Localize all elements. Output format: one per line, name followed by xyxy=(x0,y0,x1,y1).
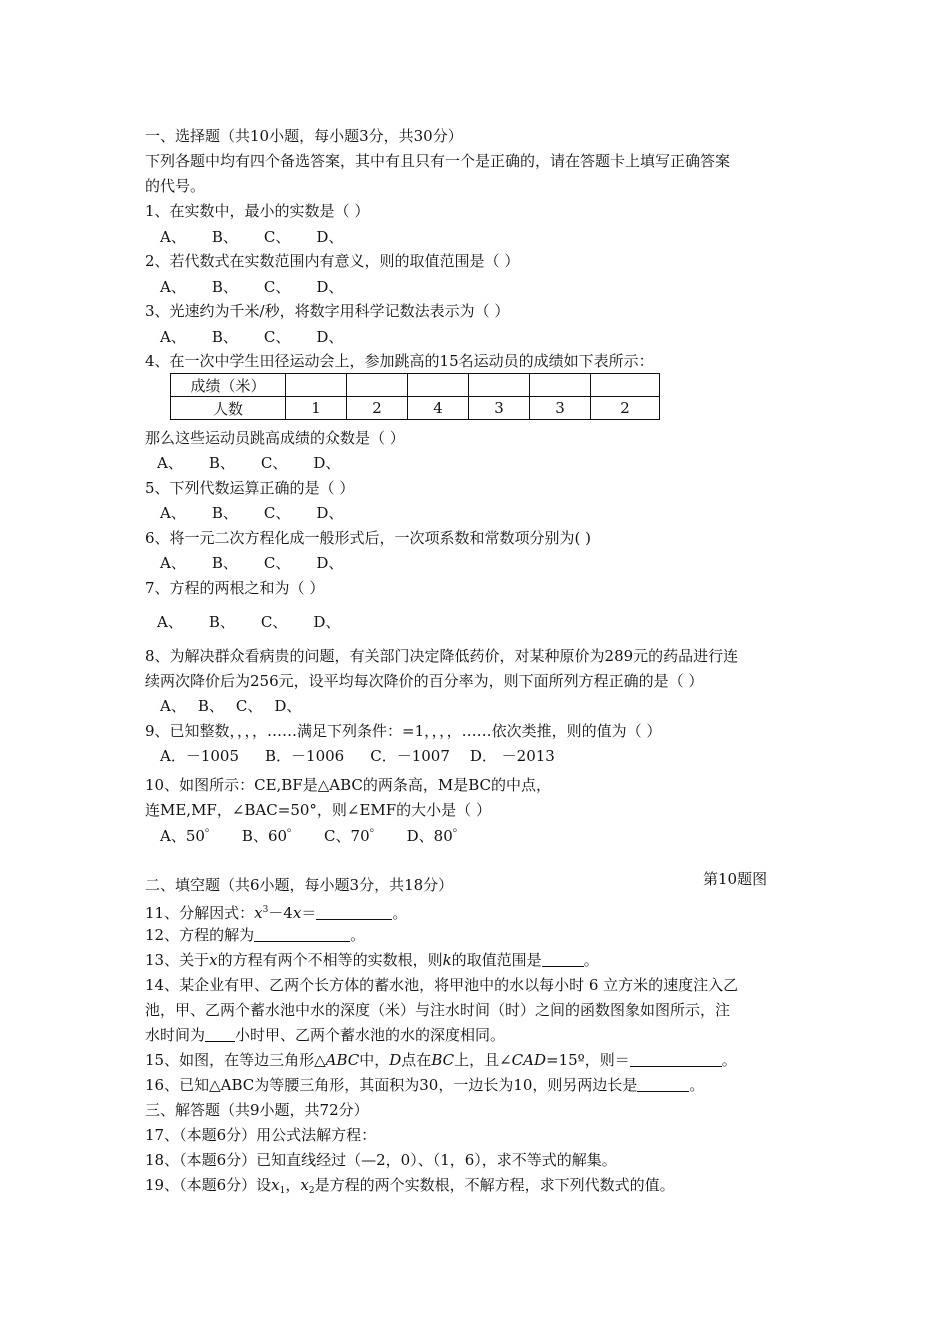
option-c: C、 xyxy=(263,328,291,346)
table-cell: 3 xyxy=(469,397,530,420)
option-c: C．－1007 xyxy=(370,747,450,765)
option-a: A、 xyxy=(160,697,186,715)
option-d: D、 xyxy=(313,454,341,472)
question-10-options xyxy=(160,826,494,846)
option-d: D、 xyxy=(316,278,344,296)
section-1-title: 一、选择题（共10小题，每小题3分，共30分） xyxy=(145,127,463,145)
table-cell: 成绩（米） xyxy=(171,374,286,397)
question-3-options xyxy=(160,327,369,347)
math-exponent: 3 xyxy=(262,905,269,915)
option-b: B、 xyxy=(211,554,238,572)
math-var: D xyxy=(389,1051,402,1069)
math-var: CAD xyxy=(511,1051,547,1069)
option-d: D、 xyxy=(316,328,344,346)
option-b: B、 xyxy=(208,454,235,472)
question-15-end: 。 xyxy=(721,1051,737,1069)
table-cell xyxy=(530,374,591,397)
question-13-end: 。 xyxy=(583,951,599,969)
option-a: A、 xyxy=(160,278,186,296)
option-a: A、 xyxy=(157,613,183,631)
option-c: C、 xyxy=(263,504,291,522)
question-14-line1: 14、某企业有甲、乙两个长方体的蓄水池，将甲池中的水以每小时 6 立方米的速度注入乙 xyxy=(145,976,739,994)
answer-blank xyxy=(637,1075,689,1092)
question-11-prefix: 11、分解因式： xyxy=(145,904,255,922)
table-cell: 4 xyxy=(408,397,469,420)
question-14-line2: 池，甲、乙两个蓄水池中水的深度（米）与注水时间（时）之间的函数图象如图所示，注 xyxy=(145,1001,731,1019)
option-b: B、60゜ xyxy=(241,827,303,845)
question-16-end: 。 xyxy=(689,1076,705,1094)
question-16 xyxy=(145,1075,704,1095)
option-d: D、 xyxy=(316,554,344,572)
math-var: ABC xyxy=(325,1051,360,1069)
answer-blank xyxy=(205,1025,235,1042)
question-6-options xyxy=(160,553,369,573)
answer-blank xyxy=(542,950,584,967)
option-d: D、 xyxy=(274,697,302,715)
question-1: 1、在实数中，最小的实数是（ ） xyxy=(145,202,370,220)
math-var: x xyxy=(292,904,302,922)
question-9: 9、已知整数，，，，……满足下列条件：=1，，，，……依次类推，则的值为（ ） xyxy=(145,722,662,740)
section-3-title: 三、解答题（共9小题，共72分） xyxy=(145,1101,369,1119)
table-cell xyxy=(286,374,347,397)
math-subscript: 1 xyxy=(279,1186,286,1196)
option-c: C、 xyxy=(263,278,291,296)
answer-blank xyxy=(316,903,392,920)
math-var: x xyxy=(254,904,263,922)
math-var: x xyxy=(209,951,218,969)
math-var: k xyxy=(442,951,452,969)
question-11 xyxy=(145,900,407,923)
question-13-prefix: 13、关于 xyxy=(145,951,210,969)
question-12 xyxy=(145,925,365,945)
question-12-prefix: 12、方程的解为 xyxy=(145,926,255,944)
question-15-text: 点在 xyxy=(401,1051,432,1069)
section-2-title: 二、填空题（共6小题，每小题3分，共18分） xyxy=(145,876,454,894)
option-a: A．－1005 xyxy=(160,747,240,765)
option-d: D． －2013 xyxy=(469,747,555,765)
table-row xyxy=(171,374,660,397)
question-14-end: 小时甲、乙两个蓄水池的水的深度相同。 xyxy=(235,1026,506,1044)
question-2-options xyxy=(160,277,369,297)
math-subscript: 2 xyxy=(308,1186,315,1196)
question-13-mid2: 的取值范围是 xyxy=(451,951,542,969)
option-d: D、 xyxy=(313,613,341,631)
option-c: C、 xyxy=(263,228,291,246)
option-a: A、 xyxy=(157,454,183,472)
math-var: x xyxy=(271,1176,280,1194)
question-17: 17、（本题6分）用公式法解方程： xyxy=(145,1126,377,1144)
option-a: A、 xyxy=(160,328,186,346)
option-b: B、 xyxy=(211,278,238,296)
option-d: D、80゜ xyxy=(406,827,468,845)
option-d: D、 xyxy=(316,228,344,246)
table-cell: 3 xyxy=(530,397,591,420)
question-19 xyxy=(145,1175,675,1201)
option-c: C、 xyxy=(235,697,263,715)
question-12-end: 。 xyxy=(350,926,366,944)
table-cell xyxy=(408,374,469,397)
question-8-line2: 续两次降价后为256元，设平均每次降价的百分率为，则下面所列方程正确的是（ ） xyxy=(145,672,704,690)
question-15-text: 上，且∠ xyxy=(454,1051,512,1069)
option-c: C、 xyxy=(260,454,288,472)
question-4-followup: 那么这些运动员跳高成绩的众数是（ ） xyxy=(145,429,405,447)
table-cell: 2 xyxy=(347,397,408,420)
table-cell: 2 xyxy=(591,397,660,420)
option-c: C、70゜ xyxy=(324,827,385,845)
question-13-mid: 的方程有两个不相等的实数根，则 xyxy=(217,951,443,969)
math-var: x xyxy=(300,1176,309,1194)
question-15-prefix: 15、如图，在等边三角形△ xyxy=(145,1051,326,1069)
question-15 xyxy=(145,1050,737,1070)
question-13 xyxy=(145,950,599,970)
table-row xyxy=(171,397,660,420)
option-a: A、 xyxy=(160,504,186,522)
option-d: D、 xyxy=(316,504,344,522)
question-15-text: 中， xyxy=(359,1051,390,1069)
question-8-options xyxy=(160,696,327,716)
option-b: B．－1006 xyxy=(265,747,345,765)
table-cell xyxy=(469,374,530,397)
option-c: C、 xyxy=(260,613,288,631)
question-2: 2、若代数式在实数范围内有意义，则的取值范围是（ ） xyxy=(145,252,520,270)
option-b: B、 xyxy=(211,228,238,246)
section-1-instructions-line1: 下列各题中均有四个备选答案，其中有且只有一个是正确的，请在答题卡上填写正确答案 xyxy=(145,152,731,170)
math-text: －4 xyxy=(268,904,293,922)
question-9-options xyxy=(160,746,581,766)
question-18: 18、（本题6分）已知直线经过（—2，0）、（1，6），求不等式的解集。 xyxy=(145,1151,617,1169)
scores-table xyxy=(170,373,660,420)
math-text: ＝ xyxy=(301,904,317,922)
question-4-options xyxy=(157,453,366,473)
option-c: C、 xyxy=(263,554,291,572)
question-14-line3 xyxy=(145,1025,505,1045)
figure-10-caption: 第10题图 xyxy=(703,870,768,888)
question-6: 6、将一元二次方程化成一般形式后，一次项系数和常数项分别为( ) xyxy=(145,529,592,547)
question-19-end: 是方程的两个实数根，不解方程，求下列代数式的值。 xyxy=(314,1176,675,1194)
question-10-line1: 10、如图所示：CE,BF是△ABC的两条高，M是BC的中点， xyxy=(145,776,551,794)
question-19-prefix: 19、（本题6分）设 xyxy=(145,1176,272,1194)
question-11-end: 。 xyxy=(392,904,408,922)
table-cell xyxy=(591,374,660,397)
question-15-text: =15º，则＝ xyxy=(546,1051,630,1069)
question-3: 3、光速约为千米/秒，将数字用科学记数法表示为（ ） xyxy=(145,302,510,320)
question-1-options xyxy=(160,227,369,247)
option-a: A、 xyxy=(160,554,186,572)
question-5-options xyxy=(160,503,369,523)
option-b: B、 xyxy=(211,504,238,522)
table-cell: 1 xyxy=(286,397,347,420)
question-7-options xyxy=(157,612,366,632)
question-8-line1: 8、为解决群众看病贵的问题，有关部门决定降低药价，对某种原价为289元的药品进行连 xyxy=(145,647,739,665)
option-b: B、 xyxy=(211,328,238,346)
question-10-line2: 连ME,MF，∠BAC=50°，则∠EMF的大小是（ ） xyxy=(145,801,491,819)
question-4: 4、在一次中学生田径运动会上，参加跳高的15名运动员的成绩如下表所示： xyxy=(145,352,654,370)
question-14-prefix: 水时间为 xyxy=(145,1026,206,1044)
option-a: A、50゜ xyxy=(160,827,220,845)
option-b: B、 xyxy=(208,613,235,631)
table-cell xyxy=(347,374,408,397)
question-7: 7、方程的两根之和为（ ） xyxy=(145,579,325,597)
question-5: 5、下列代数运算正确的是（ ） xyxy=(145,479,355,497)
section-1-instructions-line2: 的代号。 xyxy=(145,177,206,195)
answer-blank xyxy=(254,925,350,942)
option-b: B、 xyxy=(197,697,224,715)
table-cell: 人数 xyxy=(171,397,286,420)
option-a: A、 xyxy=(160,228,186,246)
answer-blank xyxy=(630,1050,722,1067)
math-var: BC xyxy=(431,1051,455,1069)
math-text: ， xyxy=(285,1176,301,1194)
question-16-prefix: 16、已知△ABC为等腰三角形，其面积为30，一边长为10，则另两边长是 xyxy=(145,1076,638,1094)
